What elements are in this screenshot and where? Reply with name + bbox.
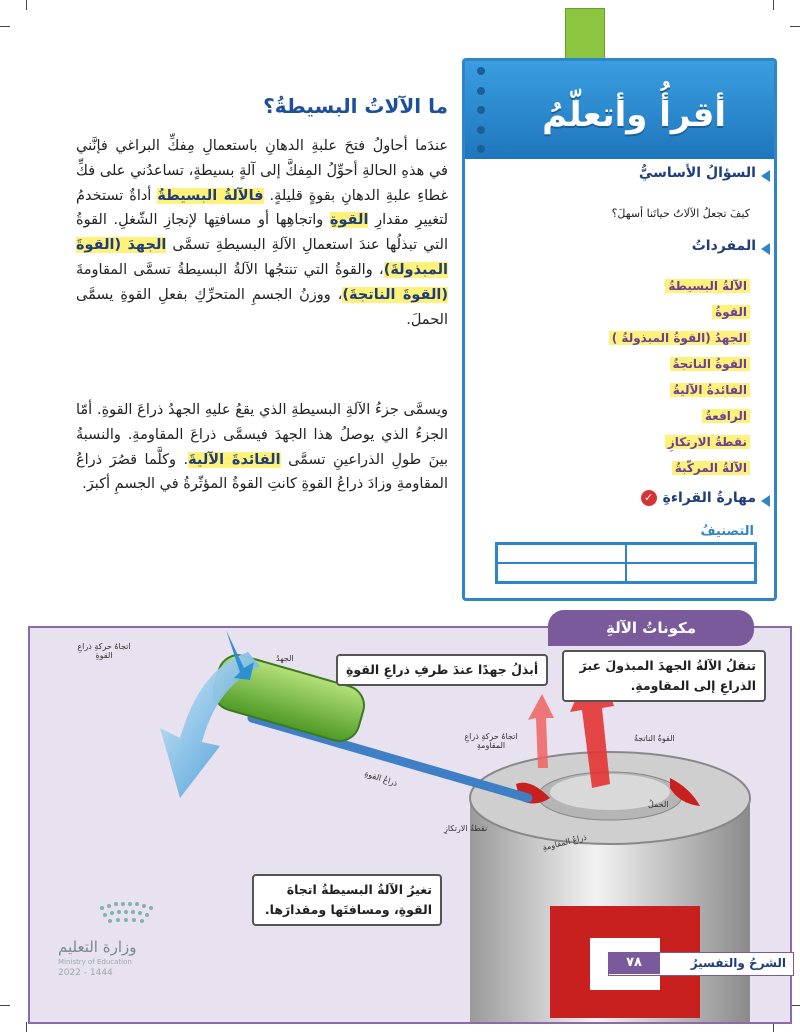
footer-section-name: الشرحُ والتفسيرُ — [690, 956, 786, 970]
table-cell — [626, 563, 755, 582]
callout-effort: أبذلُ جهدًا عندَ طرفِ ذراعِ القوةِ — [336, 654, 548, 686]
card-header — [465, 61, 774, 159]
paragraph-text: . وكلَّما قصُرَ ذراعُ المقاومةِ وزادَ ذراعُ القوةِ كانتِ القوةُ المؤثّرةُ في الجسمِ أكبرَ. — [76, 451, 448, 493]
reading-skill-name: التصنيفُ — [700, 524, 754, 539]
callout-transfer: تنقلُ الآلةُ الجهدَ المبذولَ عبرَ الذراعِ إلى المقاومةِ. — [562, 650, 766, 702]
crop-mark — [26, 1022, 27, 1032]
label-resistance-direction: اتجاهُ حركةِ ذراعِ المقاومةِ — [464, 732, 518, 750]
vocab-item: القوةُ الناتجةُ — [670, 357, 751, 371]
check-icon: ✓ — [641, 490, 657, 506]
section-arrow-icon — [761, 243, 770, 255]
paragraph-text: واتجاهِها أو مسافتِها لإنجازِ الشّغلِ. القوةُ التي تبذلُها عندَ استعمالِ الآلةِ البسيطةِ تسمَّى — [76, 212, 449, 254]
table-cell — [497, 563, 626, 582]
crop-mark — [0, 26, 10, 27]
table-cell — [626, 544, 755, 563]
read-and-learn-card — [462, 58, 777, 601]
label-fulcrum: نقطةُ الارتكازِ — [444, 824, 488, 833]
key-term: فالآلةُ البسيطةُ — [157, 187, 264, 204]
ministry-logo-icon — [96, 898, 160, 928]
vocab-item: الآلةُ البسيطةُ — [665, 279, 750, 293]
crop-mark — [26, 0, 27, 10]
ministry-name-arabic: وزارة التعليم — [58, 938, 137, 956]
vocab-item: الآلةُ المركّبةُ — [672, 461, 750, 475]
callout-change: تغيرُ الآلةُ البسيطةُ اتجاهَ القوةِ، ومسافتَها ومقدارَها. — [252, 874, 442, 926]
key-term: الجهدَ (القوةَ المبذولةَ) — [76, 237, 448, 278]
label-output-force: القوةُ الناتجةُ — [634, 734, 675, 743]
vocab-item: الرافعةُ — [702, 409, 750, 423]
paragraph-text: عندَما أحاولُ فتحَ علبةِ الدهانِ باستعمالِ مِفكِّ البراغي فإنَّني في هذهِ الحالةِ أحوِّلُ المِفكَّ إلى آلةٍ بسيطةٍ، تساعدُني على فكِّ غطاءِ علبةِ الدهانِ بقوةٍ قليلةٍ. — [76, 138, 449, 204]
ministry-name-english: Ministry of Education — [58, 958, 132, 966]
section-title: ما الآلاتُ البسيطةُ؟ — [263, 94, 448, 118]
vocab-item: الفائدةُ الآليةُ — [670, 383, 750, 397]
page-number: ٧٨ — [608, 952, 660, 974]
key-term: القوةِ — [329, 212, 369, 229]
crop-mark — [790, 26, 800, 27]
vocab-heading: المفرداتُ — [691, 238, 756, 254]
label-effort-arm: ذراعُ القوةِ — [363, 768, 399, 789]
essential-question: كيفَ تجعلُ الآلاتُ حياتَنا أسهلَ؟ — [611, 207, 750, 220]
binder-holes — [471, 67, 485, 153]
paragraph-text: ، والقوةُ التي تنتجُها الآلةُ البسيطةُ تسمَّى المقاومةَ — [76, 261, 384, 278]
figure-tab-title: مكوناتُ الآلةِ — [548, 610, 754, 646]
paragraph-1 — [76, 134, 448, 332]
paragraph-2 — [76, 398, 448, 497]
key-term: (القوةَ الناتجةَ) — [342, 286, 448, 303]
reading-skill-label: مهارةُ القراءةِ — [662, 490, 756, 506]
key-term: الفائدةَ الآليةَ — [188, 451, 281, 468]
ministry-year: 2022 - 1444 — [58, 968, 113, 978]
vocab-item: الجهدُ (القوةُ المبذولةُ ) — [609, 331, 750, 345]
table-cell — [497, 544, 626, 563]
vocab-item: نقطةُ الارتكازِ — [665, 435, 750, 449]
paragraph-text: أداةٌ تستخدمُ لتغييرِ مقدارِ — [76, 187, 448, 229]
reading-skill-heading — [641, 490, 756, 506]
label-effort-direction: اتجاهُ حركةِ ذراعِ القوةِ — [77, 642, 131, 660]
crop-mark — [773, 0, 774, 10]
paragraph-text: ويسمَّى جزءُ الآلةِ البسيطةِ الذي يقعُ عليهِ الجهدُ ذراعَ القوةِ. أمّا الجزءُ الذي يوصلُ هذا الجهدَ فيسمَّى ذراعَ المقاومةِ. والنسبةُ بينَ طولِ الذراعينِ تسمَّى — [76, 402, 449, 468]
label-load: الحملُ — [648, 800, 669, 809]
vocab-item: القوةُ — [712, 305, 750, 319]
paragraph-text: ، ووزنُ الجسمِ المتحرِّكِ بفعلِ القوةِ يسمَّى الحملَ. — [76, 286, 448, 328]
label-resistance-arm: ذراعُ المقاومةِ — [541, 832, 588, 853]
essential-question-heading: السؤالُ الأساسيُّ — [638, 165, 756, 181]
section-arrow-icon — [761, 495, 770, 507]
label-effort: الجهدُ — [276, 654, 294, 663]
classification-table — [495, 542, 757, 584]
crop-mark — [0, 1005, 10, 1006]
card-title: أقرأُ وأتعلّمُ — [542, 95, 726, 135]
section-arrow-icon — [761, 170, 770, 182]
